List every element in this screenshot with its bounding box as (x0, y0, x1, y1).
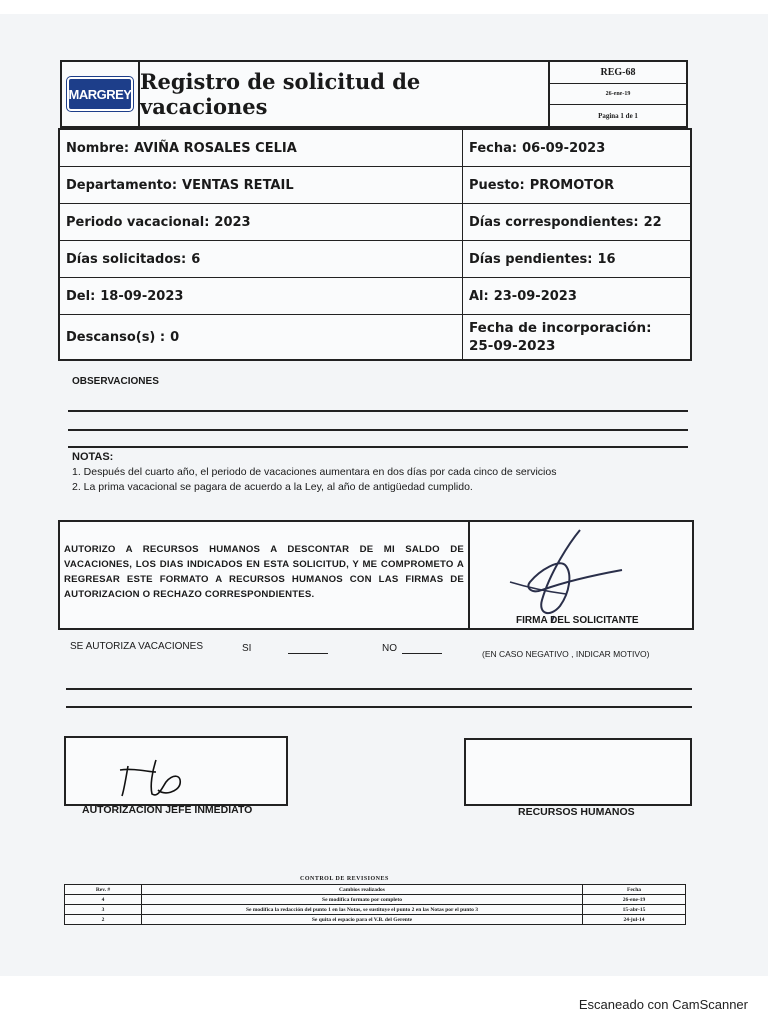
form-code: REG-68 (550, 62, 686, 84)
table-cell: 15-abr-15 (583, 905, 686, 915)
observaciones-line (68, 446, 688, 448)
dias-pendientes-field: Días pendientes: 16 (469, 251, 616, 267)
table-cell: 24-jul-14 (583, 915, 686, 925)
observaciones-line (68, 410, 688, 412)
dias-correspondientes-field: Días correspondientes: 22 (469, 214, 662, 230)
column-header: Cambios realizados (142, 885, 583, 895)
rh-caption: RECURSOS HUMANOS (518, 806, 635, 818)
code-cell (550, 62, 686, 126)
dias-solicitados-field: Días solicitados: 6 (60, 241, 463, 277)
form-title: Registro de solicitud de vacaciones (140, 69, 421, 119)
table-cell: Se quita el espacio para el V.B. del Gerente (142, 915, 583, 925)
logo-cell (62, 62, 140, 126)
solicitante-signature-area (470, 522, 692, 628)
descanso-field: Descanso(s) : 0 (60, 315, 463, 359)
table-row (65, 915, 686, 925)
notas-title: NOTAS: (72, 451, 114, 463)
table-cell: 4 (65, 895, 142, 905)
table-row (65, 895, 686, 905)
table-cell: Se modifica formato por completo (142, 895, 583, 905)
periodo-value: 2023 (214, 214, 251, 230)
departamento-field: Departamento: VENTAS RETAIL (60, 167, 463, 203)
puesto-value: PROMOTOR (529, 177, 615, 193)
table-header-row (65, 885, 686, 895)
si-label: SI (242, 643, 252, 654)
dias-solicitados-value: 6 (191, 251, 201, 267)
nota-1: 1. Después del cuarto año, el periodo de vacaciones aumentara en dos días por cada cinco de servicios (72, 466, 557, 478)
row-departamento (60, 167, 690, 204)
table-cell: Se modifica la redacción del punto 1 en las Notas, se sustituye el punto 2 en las Notas por el punto 3 (142, 905, 583, 915)
row-nombre (60, 130, 690, 167)
autorizacion-text: AUTORIZO A RECURSOS HUMANOS A DESCONTAR DE MI SALDO DE VACACIONES, LOS DIAS INDICADOS EN ESTA SOLICITUD, Y ME COMPROMETO A REGRESAR ESTE FORMATO A RECURSOS HUMANOS CON LAS FIRMAS DE AUTORIZACION O RECHAZO CORRESPONDIENTES. (60, 522, 470, 628)
nombre-value: AVIÑA ROSALES CELIA (134, 140, 297, 156)
revisiones-title: CONTROL DE REVISIONES (300, 876, 389, 882)
title-cell (140, 62, 550, 126)
table-cell: 2 (65, 915, 142, 925)
notas-section (72, 450, 556, 495)
table-cell: 3 (65, 905, 142, 915)
form-header (60, 60, 688, 128)
fecha-field: Fecha: 06-09-2023 (469, 140, 606, 156)
observaciones-label: OBSERVACIONES (72, 376, 159, 387)
revisiones-table (64, 884, 686, 925)
no-blank (402, 653, 442, 654)
row-fechas (60, 278, 690, 315)
motivo-note: (EN CASO NEGATIVO , INDICAR MOTIVO) (482, 649, 650, 659)
dias-correspondientes-value: 22 (643, 214, 662, 230)
puesto-field: Puesto: PROMOTOR (469, 177, 615, 193)
autoriza-label: SE AUTORIZA VACACIONES (70, 641, 203, 652)
info-grid (58, 128, 692, 361)
jefe-caption: AUTORIZACION JEFE INMEDIATO (82, 804, 253, 816)
observaciones-line (68, 429, 688, 431)
nota-2: 2. La prima vacacional se pagara de acuerdo a la Ley, al año de antigüedad cumplido. (72, 481, 473, 493)
row-descanso (60, 315, 690, 359)
dias-pendientes-value: 16 (597, 251, 616, 267)
page-number: Pagina 1 de 1 (598, 111, 638, 120)
row-periodo (60, 204, 690, 241)
jefe-signature (66, 738, 286, 804)
periodo-field: Periodo vacacional: 2023 (60, 204, 463, 240)
table-row (65, 905, 686, 915)
incorporacion-value: 25-09-2023 (469, 338, 556, 354)
solicitante-signature (470, 522, 698, 622)
del-field: Del: 18-09-2023 (60, 278, 463, 314)
form-date-code: 26-ene-19 (550, 84, 686, 106)
rh-signature-box (464, 738, 692, 806)
no-label: NO (382, 643, 397, 654)
company-logo: MARGREY (67, 77, 133, 111)
autorizacion-box (58, 520, 694, 630)
al-value: 23-09-2023 (493, 288, 577, 304)
nombre-field: Nombre: AVIÑA ROSALES CELIA (60, 130, 463, 166)
motivo-line (66, 688, 692, 690)
departamento-value: VENTAS RETAIL (182, 177, 294, 193)
firma-solicitante-label: FIRMA DEL SOLICITANTE (516, 615, 639, 626)
del-value: 18-09-2023 (100, 288, 184, 304)
al-field: Al: 23-09-2023 (469, 288, 577, 304)
si-blank (288, 653, 328, 654)
column-header: Rev. # (65, 885, 142, 895)
row-dias (60, 241, 690, 278)
descanso-value: 0 (170, 329, 180, 345)
jefe-signature-box (64, 736, 288, 806)
column-header: Fecha (583, 885, 686, 895)
camscanner-watermark: Escaneado con CamScanner (578, 997, 748, 1012)
fecha-value: 06-09-2023 (522, 140, 606, 156)
motivo-line (66, 706, 692, 708)
table-cell: 26-ene-19 (583, 895, 686, 905)
incorporacion-field: Fecha de incorporación: 25-09-2023 (469, 320, 652, 354)
